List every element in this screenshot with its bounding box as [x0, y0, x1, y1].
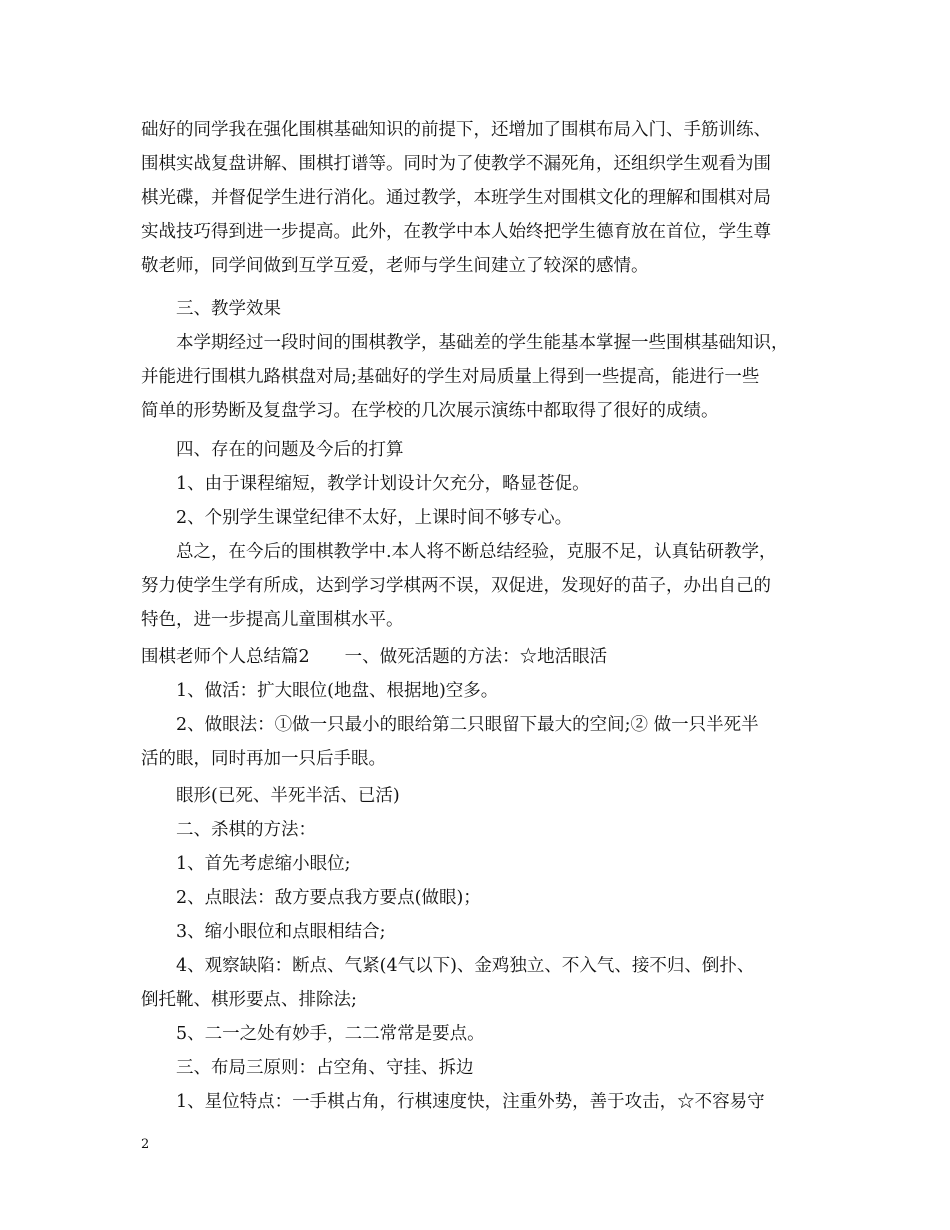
text-line: 础好的同学我在强化围棋基础知识的前提下，还增加了围棋布局入门、手筋训练、: [141, 120, 771, 140]
text-line: 围棋实战复盘讲解、围棋打谱等。同时为了使教学不漏死角，还组织学生观看为围: [141, 154, 771, 174]
section-title: 围棋老师个人总结篇2 一、做死活题的方法：☆地活眼活: [141, 647, 608, 667]
text-line: 简单的形势断及复盘学习。在学校的几次展示演练中都取得了很好的成绩。: [141, 401, 719, 421]
text-line: 实战技巧得到进一步提高。此外，在教学中本人始终把学生德育放在首位，学生尊: [141, 222, 771, 242]
page-number: 2: [141, 1137, 150, 1152]
text-line: 棋光碟，并督促学生进行消化。通过教学，本班学生对围棋文化的理解和围棋对局: [141, 188, 771, 208]
section-heading: 三、布局三原则：占空角、守挂、拆边: [176, 1058, 474, 1078]
text-line: 倒托靴、棋形要点、排除法;: [141, 990, 357, 1010]
text-line: 眼形(已死、半死半活、已活): [176, 786, 400, 806]
text-line: 努力使学生学有所成，达到学习学棋两不误，双促进，发现好的苗子，办出自己的: [141, 576, 771, 596]
list-item: 5、二一之处有妙手，二二常常是要点。: [176, 1024, 485, 1044]
text-line: 本学期经过一段时间的围棋教学，基础差的学生能基本掌握一些围棋基础知识，: [176, 333, 789, 353]
list-item: 1、做活：扩大眼位(地盘、根据地)空多。: [176, 681, 499, 701]
text-line: 总之，在今后的围棋教学中.本人将不断总结经验，克服不足，认真钻研教学，: [176, 542, 777, 562]
list-item: 3、缩小眼位和点眼相结合;: [176, 922, 386, 942]
list-item: 4、观察缺陷：断点、气紧(4气以下)、金鸡独立、不入气、接不归、倒扑、: [176, 956, 755, 976]
list-item: 2、个别学生课堂纪律不太好，上课时间不够专心。: [176, 508, 573, 528]
text-line: 特色，进一步提高儿童围棋水平。: [141, 610, 404, 630]
text-line: 并能进行围棋九路棋盘对局;基础好的学生对局质量上得到一些提高，能进行一些: [141, 367, 760, 387]
section-heading: 三、教学效果: [176, 299, 281, 319]
list-item: 1、首先考虑缩小眼位;: [176, 854, 351, 874]
text-line: 活的眼，同时再加一只后手眼。: [141, 749, 386, 769]
list-item: 2、点眼法：敌方要点我方要点(做眼)；: [176, 888, 481, 908]
list-item: 2、做眼法：①做一只最小的眼给第二只眼留下最大的空间;② 做一只半死半: [176, 715, 759, 735]
section-heading: 四、存在的问题及今后的打算: [176, 440, 404, 460]
list-item: 1、星位特点：一手棋占角，行棋速度快，注重外势，善于攻击，☆不容易守: [176, 1092, 765, 1112]
list-item: 1、由于课程缩短，教学计划设计欠充分，略显苍促。: [176, 474, 590, 494]
section-heading: 二、杀棋的方法：: [176, 820, 316, 840]
text-line: 敬老师，同学间做到互学互爱，老师与学生间建立了较深的感情。: [141, 256, 649, 276]
